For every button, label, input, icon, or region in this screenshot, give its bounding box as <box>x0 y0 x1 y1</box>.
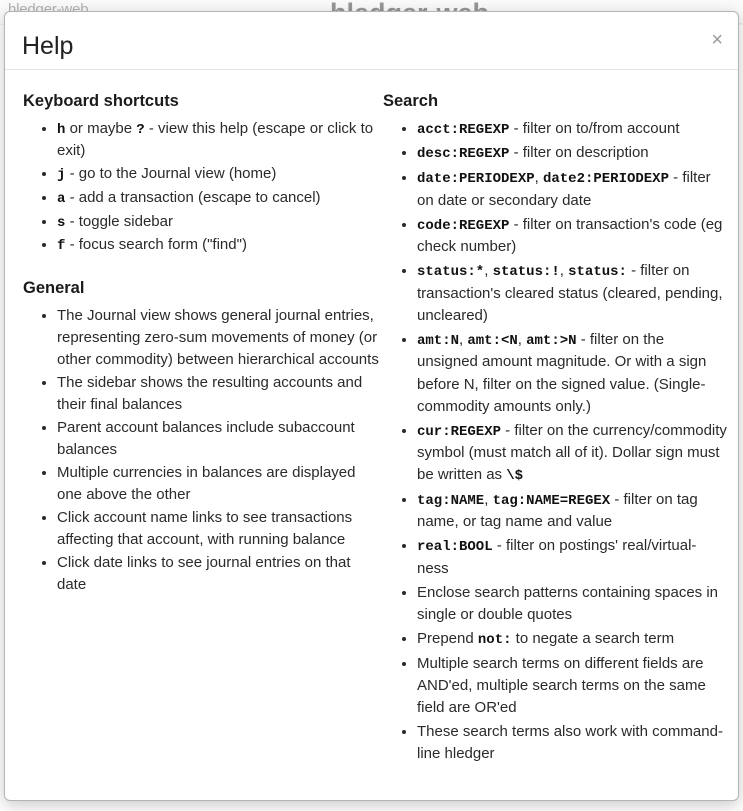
list-item: • status:*, status:!, status: - filter on transaction's cleared status (cleared, pending, uncleared) <box>417 260 728 327</box>
list-item: • h or maybe ? - view this help (escape or click to exit) <box>57 118 383 163</box>
list-item: • j - go to the Journal view (home) <box>57 163 383 186</box>
list-item: • Parent account balances include subaccount balances <box>57 417 383 461</box>
search-heading: Search <box>383 92 439 110</box>
list-item: • date:PERIODEXP, date2:PERIODEXP - filter on date or secondary date <box>417 167 728 212</box>
general-heading: General <box>23 278 85 297</box>
list-item: • Multiple currencies in balances are displayed one above the other <box>57 462 383 506</box>
list-item: • f - focus search form ("find") <box>57 234 383 257</box>
list-item: • amt:N, amt:<N, amt:>N - filter on the unsigned amount magnitude. Or with a sign before N, filter on the signed value. (Single-commodity amounts only.) <box>417 329 728 418</box>
list-item: • Multiple search terms on different fields are AND'ed, multiple search terms on the same field are OR'ed <box>417 653 728 719</box>
help-column-right <box>383 88 728 767</box>
keyboard-shortcuts-list <box>23 118 383 257</box>
list-item: • real:BOOL - filter on postings' real/virtual-ness <box>417 535 728 580</box>
list-item: • s - toggle sidebar <box>57 211 383 234</box>
help-modal <box>4 11 739 801</box>
list-item: • cur:REGEXP - filter on the currency/commodity symbol (must match all of it). Dollar sign must be written as \$ <box>417 420 728 487</box>
modal-body <box>5 70 738 767</box>
modal-title: Help <box>22 32 74 60</box>
keyboard-shortcuts-heading: Keyboard shortcuts <box>23 92 179 110</box>
search-list <box>383 118 728 765</box>
general-list <box>23 305 383 597</box>
close-icon[interactable]: × <box>711 29 723 51</box>
list-item: • acct:REGEXP - filter on to/from account <box>417 118 728 141</box>
list-item: • a - add a transaction (escape to cancel) <box>57 187 383 210</box>
list-item: • The sidebar shows the resulting accounts and their final balances <box>57 372 383 416</box>
list-item: • Prepend not: to negate a search term <box>417 628 728 651</box>
modal-header <box>5 12 738 70</box>
list-item: • code:REGEXP - filter on transaction's code (eg check number) <box>417 214 728 259</box>
help-column-left <box>23 88 383 767</box>
list-item: • Click account name links to see transactions affecting that account, with running balance <box>57 507 383 551</box>
list-item: • The Journal view shows general journal entries, representing zero-sum movements of money (or other commodity) between hierarchical accounts <box>57 305 383 371</box>
list-item: • tag:NAME, tag:NAME=REGEX - filter on tag name, or tag name and value <box>417 489 728 534</box>
list-item: • desc:REGEXP - filter on description <box>417 142 728 165</box>
list-item: • Click date links to see journal entries on that date <box>57 552 383 596</box>
list-item: • These search terms also work with command-line hledger <box>417 721 728 765</box>
list-item: • Enclose search patterns containing spaces in single or double quotes <box>417 582 728 626</box>
